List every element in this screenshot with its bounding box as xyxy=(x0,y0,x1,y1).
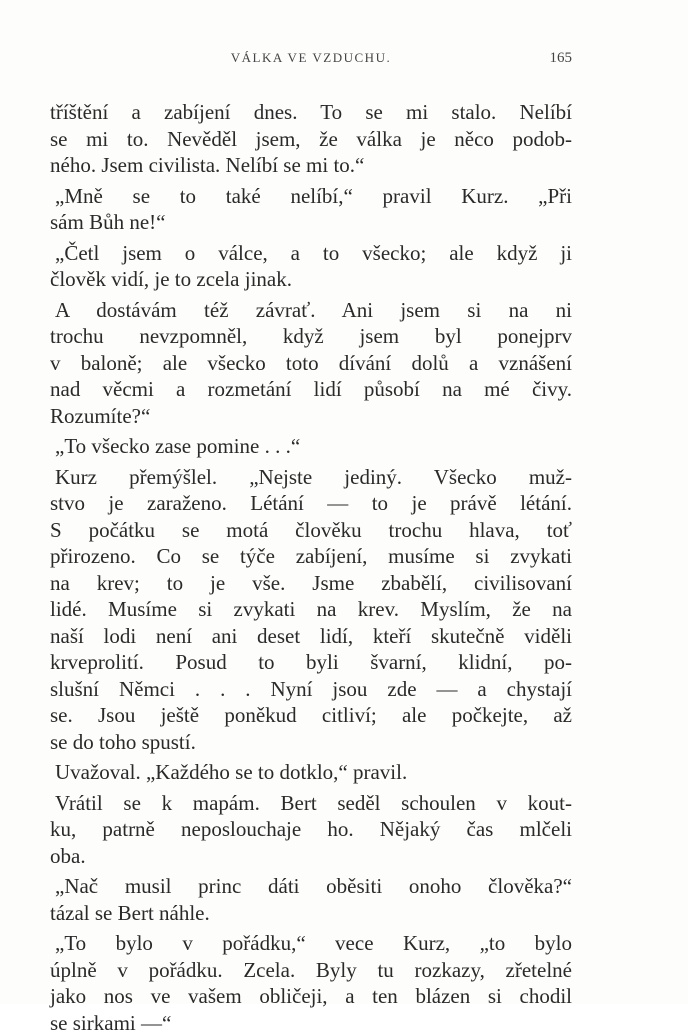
text-line: se sirkami —“ xyxy=(50,1010,572,1036)
paragraph xyxy=(50,433,572,460)
text-line: krveprolití. Posud to byli švarní, klidní, po- xyxy=(50,649,572,676)
paragraph xyxy=(50,930,572,1036)
text-line: Vrátil se k mapám. Bert seděl schoulen v kout- xyxy=(50,790,572,817)
text-line: ného. Jsem civilista. Nelíbí se mi to.“ xyxy=(50,152,572,179)
text-line: S počátku se motá člověku trochu hlava, toť xyxy=(50,517,572,544)
paragraph xyxy=(50,464,572,756)
text-line: Rozumíte?“ xyxy=(50,403,572,430)
paragraph xyxy=(50,297,572,430)
text-line: se. Jsou ještě poněkud citliví; ale počkejte, až xyxy=(50,702,572,729)
text-line: nad věcmi a rozmetání lidí působí na mé čivy. xyxy=(50,376,572,403)
text-line: oba. xyxy=(50,843,572,870)
text-line: slušní Němci . . . Nyní jsou zde — a chystají xyxy=(50,676,572,703)
text-line: v baloně; ale všecko toto dívání dolů a vznášení xyxy=(50,350,572,377)
paragraph xyxy=(50,240,572,293)
text-line: „Nač musil princ dáti oběsiti onoho člověka?“ xyxy=(50,873,572,900)
text-line: „To všecko zase pomine . . .“ xyxy=(50,433,572,460)
page-number: 165 xyxy=(550,50,573,67)
text-line: trochu nevzpomněl, když jsem byl ponejprv xyxy=(50,323,572,350)
text-line: na krev; to je vše. Jsme zbabělí, civilisovaní xyxy=(50,570,572,597)
running-title: VÁLKA VE VZDUCHU. xyxy=(50,50,572,66)
text-line: „Mně se to také nelíbí,“ pravil Kurz. „Při xyxy=(50,183,572,210)
paragraph xyxy=(50,183,572,236)
text-line: „Četl jsem o válce, a to všecko; ale když ji xyxy=(50,240,572,267)
text-line: lidé. Musíme si zvykati na krev. Myslím, že na xyxy=(50,596,572,623)
text-line: jako nos ve vašem obličeji, a ten blázen si chodil xyxy=(50,983,572,1010)
text-line: naší lodi není ani deset lidí, kteří skutečně viděli xyxy=(50,623,572,650)
text-line: přirozeno. Co se týče zabíjení, musíme si zvykati xyxy=(50,543,572,570)
text-line: se do toho spustí. xyxy=(50,729,572,756)
text-line: Kurz přemýšlel. „Nejste jediný. Všecko muž- xyxy=(50,464,572,491)
text-line: tříštění a zabíjení dnes. To se mi stalo. Nelíbí xyxy=(50,99,572,126)
text-line: člověk vidí, je to zcela jinak. xyxy=(50,266,572,293)
body-text xyxy=(50,99,572,1036)
paragraph xyxy=(50,790,572,870)
text-line: Uvažoval. „Každého se to dotklo,“ pravil. xyxy=(50,759,572,786)
text-line: tázal se Bert náhle. xyxy=(50,900,572,927)
text-line: se mi to. Nevěděl jsem, že válka je něco podob- xyxy=(50,126,572,153)
paragraph xyxy=(50,759,572,786)
text-line: stvo je zaraženo. Létání — to je právě létání. xyxy=(50,490,572,517)
text-line: A dostávám též závrať. Ani jsem si na ni xyxy=(50,297,572,324)
text-line: ku, patrně neposlouchaje ho. Nějaký čas mlčeli xyxy=(50,816,572,843)
text-line: sám Bůh ne!“ xyxy=(50,209,572,236)
paragraph xyxy=(50,873,572,926)
paragraph xyxy=(50,99,572,179)
running-head xyxy=(50,50,572,70)
text-line: „To bylo v pořádku,“ vece Kurz, „to bylo xyxy=(50,930,572,957)
text-line: úplně v pořádku. Zcela. Byly tu rozkazy, zřetelné xyxy=(50,957,572,984)
